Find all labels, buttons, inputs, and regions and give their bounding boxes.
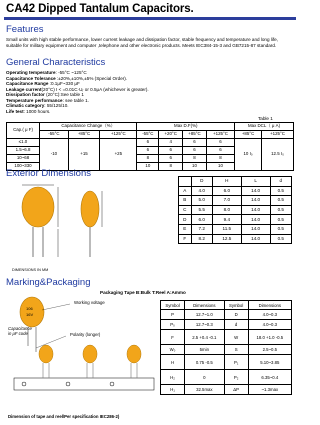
general-line: Capacitance Tolerance :±20%,±10%,±5% (Special Order). <box>6 75 128 81</box>
th-dcl: Max DCL（ μ A) <box>235 123 294 131</box>
polarity-label: Polarity (longer) <box>70 332 101 337</box>
table-row: H₁ 32.5max ΔP ~1.3max <box>161 385 292 395</box>
exterior-heading: Exterior Dimensions <box>6 168 91 179</box>
table-row: B 5.0 7.0 14.0 0.5 <box>179 196 292 206</box>
table-row: F 8.2 12.5 14.0 0.5 <box>179 234 292 244</box>
table-row: H₂ 0 P₂ 6.35~0.4 <box>161 370 292 385</box>
table-row: C 5.5 8.0 14.0 0.5 <box>179 205 292 215</box>
table-row: D 6.0 9.4 14.0 0.5 <box>179 215 292 225</box>
characteristics-table <box>6 122 294 171</box>
table-row: E 7.2 11.5 14.0 0.5 <box>179 224 292 234</box>
general-line: Life test: 1000 hours. <box>6 108 51 114</box>
th-temp: +125°C <box>100 131 137 139</box>
capacitor-dimension-drawing <box>8 183 148 261</box>
general-line: Operating temperature: -55°C ~125°C <box>6 70 87 75</box>
title-underline <box>4 17 296 20</box>
features-text: Small units with high stable performance, lower current leakage and dissipation factor, stable frequency and temperature and long life, suitable for military equipment and computer ,telephone and other electronic products. Meets IEC384-15-3 and GB7215-87 standard. <box>6 37 278 48</box>
table-row: 100~330 10 8 10 10 <box>7 163 294 171</box>
tape-dimension-table: Symbol Dimensions Symbol Dimensions P 12.7~1.0 D 4.0~0.3 P₀ 12.7~0.3 d 4.0~0.3 F 2.5 +0.4 -0.1 W 18.0 +1.0 -0.5 W₀ 5min S 2.5~0.5 H 0.75 -0.5 P₁ 5.10~3.85 H₂ 0 P₂ 6.35~0.4 H₁ 32.5max ΔP ~1.3max <box>160 300 292 395</box>
table1-caption: Table 1 <box>258 116 273 121</box>
table-row: P 12.7~1.0 D 4.0~0.3 <box>161 310 292 320</box>
th-temp: +85°C <box>183 131 207 139</box>
general-line: Dissipation factor (20°C):See table 1 <box>6 92 84 97</box>
working-voltage-label: Working voltage <box>74 300 105 305</box>
table-row: P₀ 12.7~0.3 d 4.0~0.3 <box>161 320 292 330</box>
th-temp: +125°C <box>262 131 294 139</box>
th-change: Capacitance Change（%） <box>40 123 137 131</box>
general-line: Leakage current(20°C) I < =0.01C·Uᵣ or 0.5μA (whichever is greater). <box>6 86 149 92</box>
th-temp: +125°C <box>206 131 234 139</box>
table-row: 1.5~6.8 6 6 6 6 <box>7 147 294 155</box>
th-df: Max D.F(%) <box>137 123 235 131</box>
general-lines <box>6 70 296 114</box>
table-row: F 2.5 +0.4 -0.1 W 18.0 +1.0 -0.5 <box>161 330 292 345</box>
th-temp: +20°C <box>159 131 183 139</box>
volt-code-label: 16V <box>26 312 34 317</box>
th-temp: +85°C <box>68 131 99 139</box>
page-title: CA42 Dipped Tantalum Capacitors. <box>6 3 194 15</box>
general-line: Climatic category: 55/125/10. <box>6 103 69 108</box>
th-temp: +85°C <box>235 131 262 139</box>
table-row: A 4.0 6.0 14.0 0.5 <box>179 186 292 196</box>
th-temp: -55°C <box>40 131 69 139</box>
table-row: 10~68 8 6 8 8 <box>7 155 294 163</box>
general-line: Capacitance Range :0.1μF~330 μF <box>6 81 80 86</box>
marking-heading: Marking&Packaging <box>6 277 91 288</box>
table-row: W₀ 5min S 2.5~0.5 <box>161 345 292 355</box>
tape-caption: Dimension of tape and reel/Per specification IEC286-2) <box>8 414 120 419</box>
table-row: ≤1.0 -10 +15 +25 6 4 6 6 10 I₀ 12.5 I₀ <box>7 139 294 147</box>
capacitance-code-label: Capacitance in μF code <box>8 326 32 336</box>
packaging-title: Packaging Tape B:Bulk T:Reel A:Ammo <box>100 290 186 295</box>
th-temp: -55°C <box>137 131 159 139</box>
cap-code-label: 106 <box>26 306 33 311</box>
general-heading: General Characteristics <box>6 57 106 68</box>
table-row: H 0.75 -0.5 P₁ 5.10~3.85 <box>161 355 292 370</box>
marking-drawing <box>6 290 156 420</box>
th-cap: Cap.( μ F) <box>7 123 40 139</box>
dimensions-note: DIMENSIONS IN MM <box>12 268 49 272</box>
exterior-table: D H L d A 4.0 6.0 14.0 0.5 B 5.0 7.0 14.0 0.5 C 5.5 8.0 14.0 0.5 D 6.0 9.4 14.0 0.5 E 7.2 11.5 14.0 0.5 F 8.2 12.5 14.0 0.5 <box>178 176 292 244</box>
general-line: Temperature performance: see table 1. <box>6 97 89 103</box>
features-heading: Features <box>6 24 44 35</box>
